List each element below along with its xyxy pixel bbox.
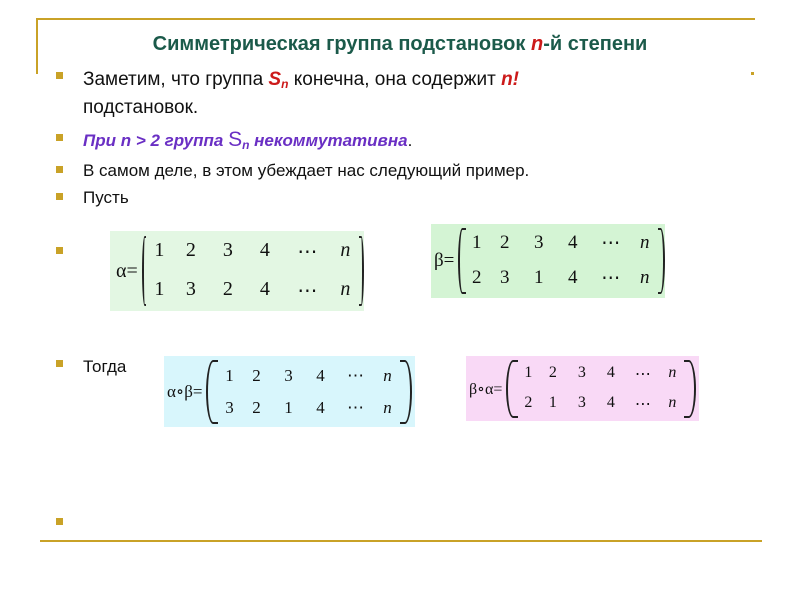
cell: 2 [499,232,510,253]
beta-alpha-matrix [466,356,699,421]
right-paren [658,228,665,294]
cell: n [639,232,650,253]
beta-matrix [431,224,665,298]
cell: n [639,267,650,288]
cell: 3 [225,397,234,417]
cell: ⋯ [297,241,318,263]
bullet-let: Пусть [83,188,129,207]
cell: 1 [154,278,165,300]
bullet-marker [56,193,63,200]
bullet-marker [56,518,63,525]
bottom-rule [40,540,762,542]
cell: n [668,393,677,411]
cell: ⋯ [346,397,364,417]
slide-title: Симметрическая группа подстановок n-й степени [152,33,648,55]
cell: 3 [185,278,196,300]
cell: 3 [284,365,293,385]
cell: 4 [567,232,578,253]
cell: 4 [606,393,615,411]
cell: n [383,397,392,417]
cell: 2 [222,278,233,300]
cell: 4 [259,278,270,300]
alpha-grid [146,239,359,303]
cell: 1 [548,393,557,411]
cell: ⋯ [601,268,621,289]
cell: ⋯ [601,233,621,254]
right-paren [359,236,364,306]
cell: 2 [471,267,482,288]
cell: 2 [185,239,196,261]
cell: 4 [259,239,270,261]
alpha-matrix [110,231,364,311]
cell: 1 [471,232,482,253]
bullet-marker [56,166,63,173]
left-paren [206,360,218,424]
cell: 3 [499,267,510,288]
cell: n [383,365,392,385]
cell: 3 [533,232,544,253]
beta-alpha-grid [518,364,684,414]
cell: ⋯ [634,395,651,413]
cell: n [668,363,677,381]
cell: n [340,278,351,300]
cell: 1 [524,363,533,381]
right-paren [400,360,412,424]
cell: 3 [577,363,586,381]
cell: 3 [222,239,233,261]
beta-grid [466,232,658,290]
bullet-noncommutative: При n > 2 группа Sn некоммутативна. [83,128,413,152]
cell: 1 [154,239,165,261]
bullet-marker [56,72,63,79]
bullet-marker [56,134,63,141]
top-rule [36,18,755,20]
cell: 3 [577,393,586,411]
right-paren [684,360,696,418]
cell: 2 [524,393,533,411]
alpha-beta-label: α∘β= [167,381,203,401]
left-paren [458,228,465,294]
beta-alpha-label: β∘α= [469,380,503,398]
cell: 4 [567,267,578,288]
cell: 1 [284,397,293,417]
alpha-label: α= [116,259,138,282]
cell: 1 [225,365,234,385]
alpha-beta-grid [218,366,400,418]
bullet-marker [56,360,63,367]
cell: 4 [606,363,615,381]
cell: n [340,239,351,261]
cell: 4 [316,397,325,417]
cell: 4 [316,365,325,385]
beta-label: β= [434,250,455,271]
cell: ⋯ [297,280,318,302]
cell: 1 [533,267,544,288]
cell: ⋯ [634,365,651,383]
cell: ⋯ [346,365,364,385]
bullet-finite: Заметим, что группа Sn конечна, она содержит n! подстановок. [83,69,519,118]
bullet-example: В самом деле, в этом убеждает нас следующий пример. [83,161,530,180]
decor-dot [751,72,754,75]
cell: 2 [252,365,261,385]
bullet-marker [56,247,63,254]
cell: 2 [548,363,557,381]
left-paren [506,360,518,418]
bullet-then: Тогда [83,357,127,376]
alpha-beta-matrix [164,356,415,427]
cell: 2 [252,397,261,417]
